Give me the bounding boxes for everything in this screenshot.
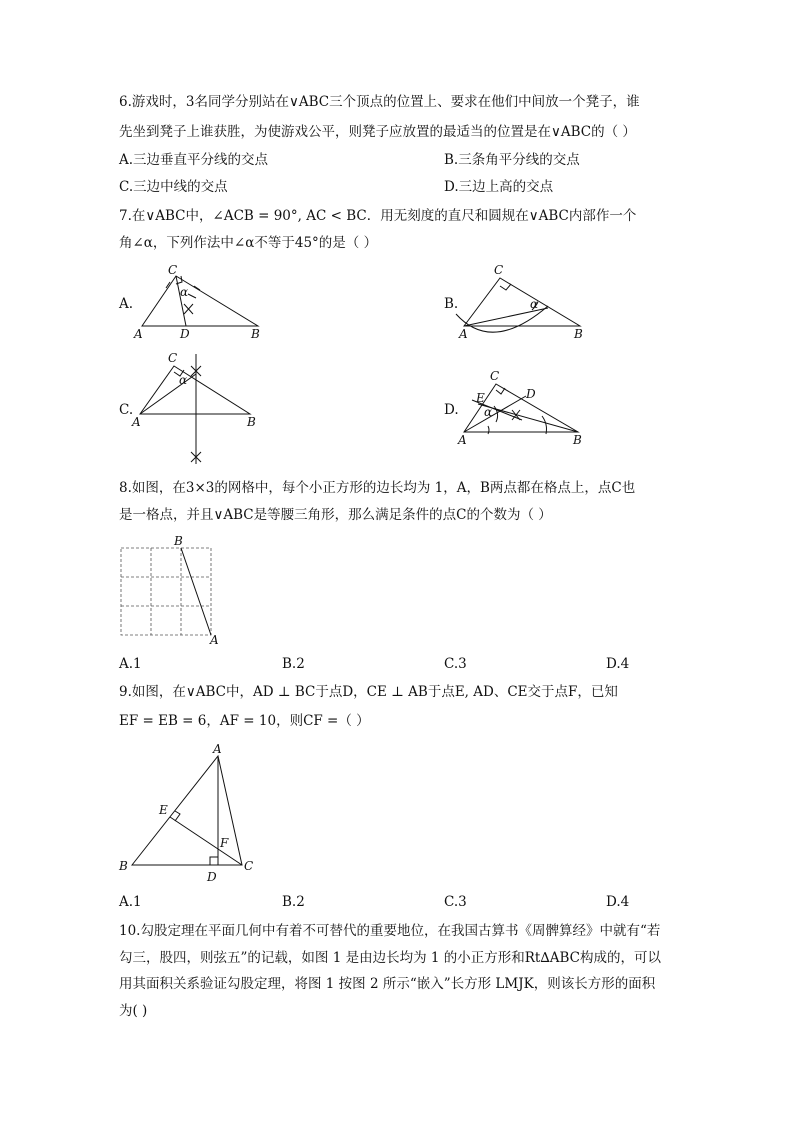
q9-option-d: D.4: [606, 894, 630, 910]
fig7a-label-alpha: α: [180, 285, 189, 299]
fig9-label-f: F: [220, 836, 229, 850]
fig9-label-e: E: [159, 803, 168, 817]
fig8-label-b: B: [174, 534, 183, 548]
fig7c-label-c: C: [168, 351, 178, 365]
fig7c-label-alpha: α: [179, 373, 188, 387]
fig7b-label-alpha: α: [530, 297, 539, 311]
fig7a-label-a: A: [134, 327, 143, 341]
fig9-label-a: A: [213, 742, 222, 756]
q6-option-d: D.三边上高的交点: [444, 179, 554, 195]
q9-triangle-figure: [112, 736, 272, 886]
q7-figure-d: [452, 366, 592, 448]
q9-option-c: C.3: [444, 894, 467, 910]
q7-figure-c: [130, 350, 270, 468]
fig7d-label-alpha: α: [484, 405, 493, 419]
fig7d-label-e: E: [476, 391, 485, 405]
fig7c-label-a: A: [132, 415, 141, 429]
q7-figure-a: [130, 262, 270, 344]
q6-option-a: A.三边垂直平分线的交点: [119, 152, 269, 168]
fig7d-label-d: D: [526, 387, 536, 401]
q8-line2: 是一格点，并且∨ABC是等腰三角形，那么满足条件的点C的个数为（ ）: [119, 507, 552, 523]
q8-option-a: A.1: [119, 656, 142, 672]
q8-option-d: D.4: [606, 656, 630, 672]
fig9-label-b: B: [119, 859, 128, 873]
fig9-label-c: C: [244, 859, 254, 873]
q10-line3: 用其面积关系验证勾股定理，将图 1 按图 2 所示“嵌入”长方形 LMJK，则该长方形的面积: [119, 976, 656, 992]
q9-line1: 9.如图，在∨ABC中，AD ⊥ BC于点D，CE ⊥ AB于点E, AD、CE交于点F，已知: [119, 684, 618, 700]
fig7b-label-b: B: [574, 327, 583, 341]
q10-line4: 为( ): [119, 1003, 148, 1019]
q7-figure-b: [452, 262, 592, 344]
fig7c-label-b: B: [247, 415, 256, 429]
q10-line2: 勾三，股四，则弦五”的记载，如图 1 是由边长均为 1 的小正方形和Rt∆ABC构成的，可以: [119, 950, 662, 966]
q9-option-b: B.2: [282, 894, 305, 910]
q7-option-d-label: D.: [444, 402, 459, 418]
fig9-label-d: D: [207, 870, 217, 884]
q8-grid-figure: [112, 534, 224, 646]
q9-option-a: A.1: [119, 894, 142, 910]
q8-option-c: C.3: [444, 656, 467, 672]
q6-line1: 6.游戏时，3名同学分别站在∨ABC三个顶点的位置上、要求在他们中间放一个凳子，谁: [119, 94, 640, 110]
q6-option-c: C.三边中线的交点: [119, 179, 228, 195]
fig7d-label-a: A: [458, 433, 467, 447]
q7-line2: 角∠α，下列作法中∠α不等于45°的是（ ）: [119, 235, 378, 251]
fig7b-label-c: C: [494, 263, 504, 277]
q9-line2: EF = EB = 6，AF = 10，则CF =（ ）: [119, 713, 370, 729]
q7-option-a-label: A.: [119, 296, 134, 312]
fig7a-label-c: C: [168, 263, 178, 277]
q6-line2: 先坐到凳子上谁获胜，为使游戏公平，则凳子应放置的最适当的位置是在∨ABC的（ ）: [119, 124, 636, 140]
q6-option-b: B.三条角平分线的交点: [444, 152, 580, 168]
q7-option-b-label: B.: [444, 296, 459, 312]
fig7d-label-b: B: [573, 433, 582, 447]
fig8-label-a: A: [210, 633, 219, 647]
fig7a-label-d: D: [180, 327, 190, 341]
q8-line1: 8.如图，在3×3的网格中，每个小正方形的边长均为 1，A，B两点都在格点上，点C也: [119, 480, 636, 496]
q8-option-b: B.2: [282, 656, 305, 672]
q7-option-c-label: C.: [119, 402, 134, 418]
q10-line1: 10.勾股定理在平面几何中有着不可替代的重要地位，在我国古算书《周髀算经》中就有“若: [119, 923, 661, 939]
fig7d-label-c: C: [490, 369, 500, 383]
fig7b-label-a: A: [459, 327, 468, 341]
q7-line1: 7.在∨ABC中，∠ACB = 90°, AC < BC．用无刻度的直尺和圆规在∨ABC内部作一个: [119, 208, 637, 224]
fig7a-label-b: B: [251, 327, 260, 341]
